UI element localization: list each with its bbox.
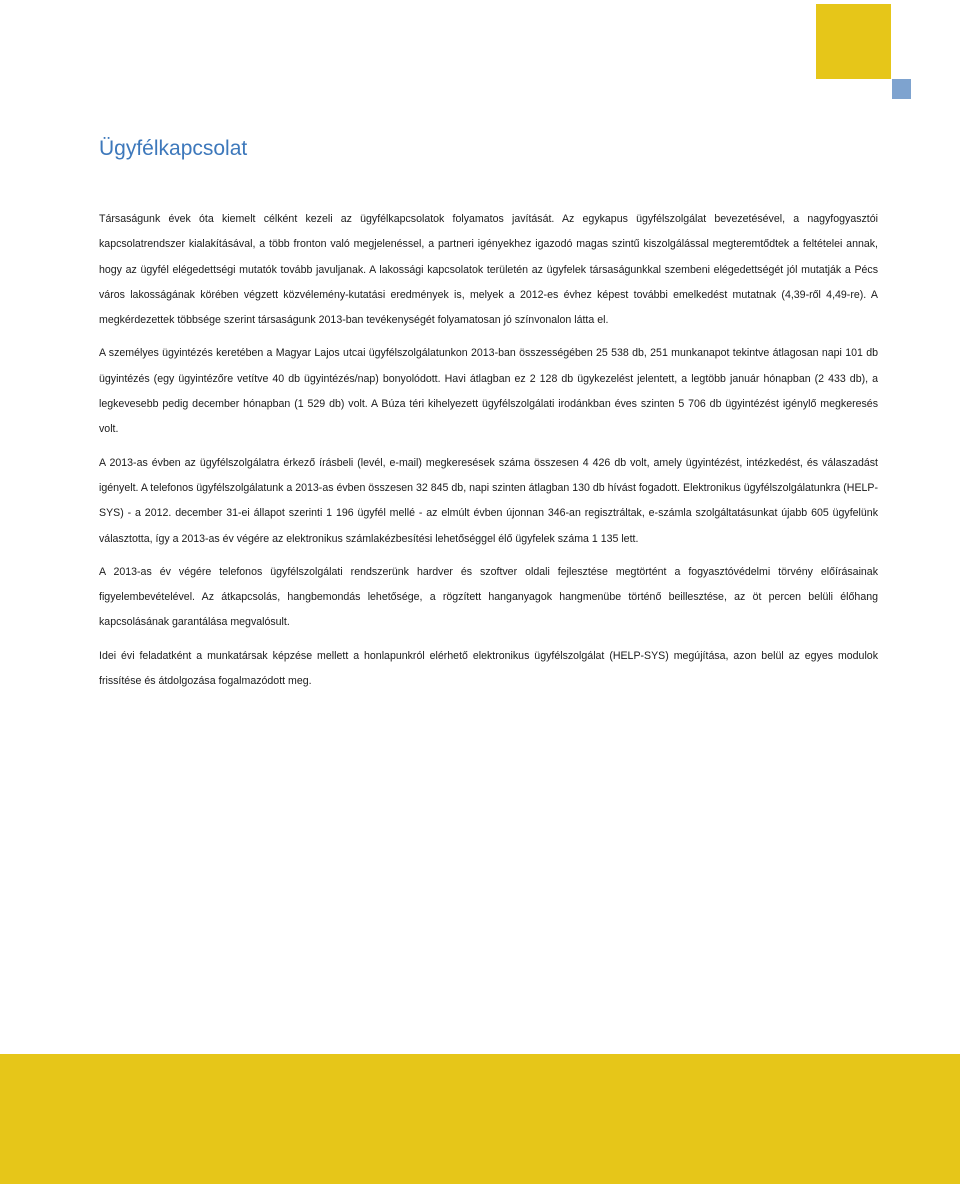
paragraph-customer-relations-intro: Társaságunk évek óta kiemelt célként kezeli az ügyfélkapcsolatok folyamatos javítását. Az egykapus ügyfélszolgálat bevezetésével, a nagyfogyasztói kapcsolatrendszer kialakításával, a több fronton való megjelenéssel, a partneri igényekhez igazodó magas szintű kiszolgálással megteremtődtek a feltételei annak, hogy az ügyfél elégedettségi mutatók tovább javuljanak. A lakossági kapcsolatok területén az ügyfelek társaságunkkal szembeni elégedettségét jól mutatják a Pécs város lakosságának körében végzett közvélemény-kutatási eredmények is, melyek a 2012-es évhez képest további emelkedést mutatnak (4,39-ről 4,49-re). A megkérdezettek többsége szerint társaságunk 2013-ban tevékenységét folyamatosan jó színvonalon látta el.	[99, 213, 878, 327]
footer-yellow-band	[0, 1054, 960, 1184]
paragraph-phone-system-development: A 2013-as év végére telefonos ügyfélszolgálati rendszerünk hardver és szoftver oldali fejlesztése megtörtént a fogyasztóvédelmi törvény előírásainak figyelembevételével. Az átkapcsolás, hangbemondás lehetősége, a rögzített hanganyagok hangmenübe történő beillesztése, az öt percen belüli élőhang kapcsolásának garantálása megvalósult.	[99, 565, 878, 629]
paragraph-future-tasks: Idei évi feladatként a munkatársak képzése mellett a honlapunkról elérhető elektronikus ügyfélszolgálat (HELP-SYS) megújítása, azon belül az egyes modulok frissítése és átdolgozása fogalmazódott meg.	[99, 649, 878, 688]
document-body	[99, 207, 878, 694]
paragraph-written-phone-electronic: A 2013-as évben az ügyfélszolgálatra érkező írásbeli (levél, e-mail) megkeresések száma összesen 4 426 db volt, amely ügyintézést, intézkedést, és válaszadást igényelt. A telefonos ügyfélszolgálatunk a 2013-as évben összesen 32 845 db, napi szinten átlagban 130 db hívást fogadott. Elektronikus ügyfélszolgálatunkra (HELP-SYS) - a 2012. december 31-ei állapot szerinti 1 196 ügyfél mellé - az elmúlt évben újonnan 346-an regisztráltak, e-számla szolgáltatásunkat újabb 605 ügyfelünk választotta, így a 2013-as év végére az elektronikus számlakézbesítési lehetőséggel élő ügyfelek száma 1 135 lett.	[99, 456, 878, 545]
decorative-blue-square	[892, 79, 911, 99]
page-title: Ügyfélkapcsolat	[99, 137, 248, 160]
paragraph-personal-service: A személyes ügyintézés keretében a Magyar Lajos utcai ügyfélszolgálatunkon 2013-ban összességében 25 538 db, 251 munkanapot tekintve átlagosan napi 101 db ügyintézés (egy ügyintézőre vetítve 40 db ügyintézés/nap) bonyolódott. Havi átlagban ez 2 128 db ügykezelést jelentett, a legtöbb január hónapban (2 433 db), a legkevesebb pedig december hónapban (1 529 db) volt. A Búza téri kihelyezett ügyfélszolgálati irodánkban éves szinten 5 706 db ügyintézést igénylő megkeresés volt.	[99, 347, 878, 436]
decorative-yellow-square	[816, 4, 891, 79]
